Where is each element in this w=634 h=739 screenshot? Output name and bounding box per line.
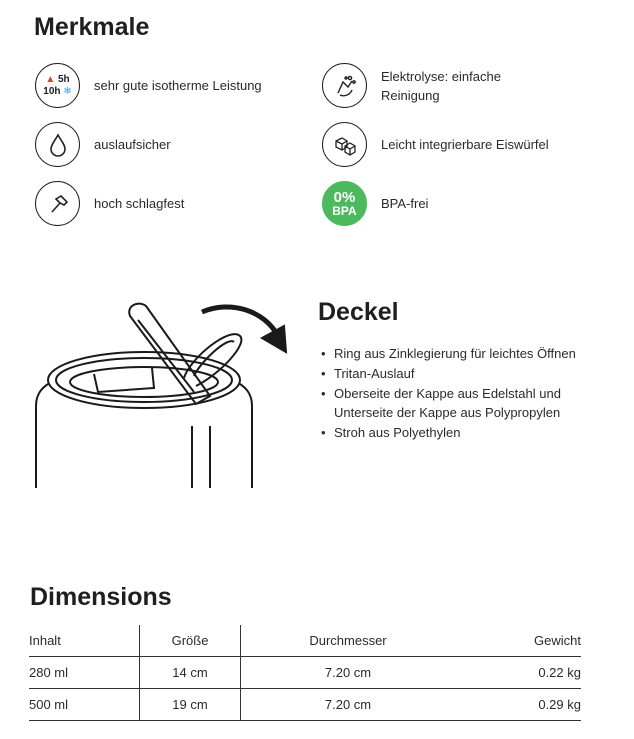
lid-title: Deckel (318, 298, 399, 326)
features-title: Merkmale (34, 13, 150, 41)
lid-bullet-list (320, 344, 580, 443)
feature-label: auslaufsicher (94, 137, 171, 152)
electrolysis-icon (322, 63, 367, 108)
hot-duration: 5h (58, 73, 70, 85)
feature-electrolysis (322, 63, 531, 108)
feature-label: Elektrolyse: einfache Reinigung (381, 68, 501, 103)
feature-label: hoch schlagfest (94, 196, 185, 211)
feature-leakproof (35, 122, 171, 167)
lid-bullet: • Stroh aus Polyethylen (320, 423, 580, 442)
table-row (29, 657, 581, 689)
hammer-icon (35, 181, 80, 226)
feature-impact (35, 181, 184, 226)
cell-volume: 280 ml (29, 657, 140, 689)
col-header-volume: Inhalt (29, 625, 140, 657)
feature-thermal (35, 63, 262, 108)
dimensions-table (29, 625, 581, 721)
lid-bullet: • Tritan-Auslauf (320, 364, 580, 383)
col-header-weight: Gewicht (455, 625, 581, 657)
feature-label: BPA-frei (381, 196, 429, 211)
lid-bullet: • Ring aus Zinklegierung für leichtes Öffnen (320, 344, 580, 363)
col-header-size: Größe (140, 625, 241, 657)
bpa-text: BPA (332, 203, 357, 218)
lid-illustration (34, 296, 290, 490)
table-row (29, 689, 581, 721)
bpa-percent: 0% (333, 188, 356, 206)
cell-weight: 0.22 kg (455, 657, 581, 689)
cold-duration: 10h (43, 85, 61, 97)
table-header-row (29, 625, 581, 657)
col-header-diameter: Durchmesser (241, 625, 456, 657)
cell-size: 19 cm (140, 689, 241, 721)
ice-cubes-icon (322, 122, 367, 167)
cell-diameter: 7.20 cm (241, 657, 456, 689)
bpa-free-icon (322, 181, 367, 226)
cell-weight: 0.29 kg (455, 689, 581, 721)
drop-icon (35, 122, 80, 167)
thermal-icon: ▲ 5h 10h ❄ (35, 63, 80, 108)
dimensions-title: Dimensions (30, 583, 172, 611)
feature-label: Leicht integrierbare Eiswürfel (381, 137, 549, 152)
cell-volume: 500 ml (29, 689, 140, 721)
cell-size: 14 cm (140, 657, 241, 689)
lid-bullet: • Oberseite der Kappe aus Edelstahl und Unterseite der Kappe aus Polypropylen (320, 384, 580, 422)
cell-diameter: 7.20 cm (241, 689, 456, 721)
feature-ice-cubes (322, 122, 549, 167)
feature-label: sehr gute isotherme Leistung (94, 78, 262, 93)
feature-bpa-free (322, 181, 428, 226)
